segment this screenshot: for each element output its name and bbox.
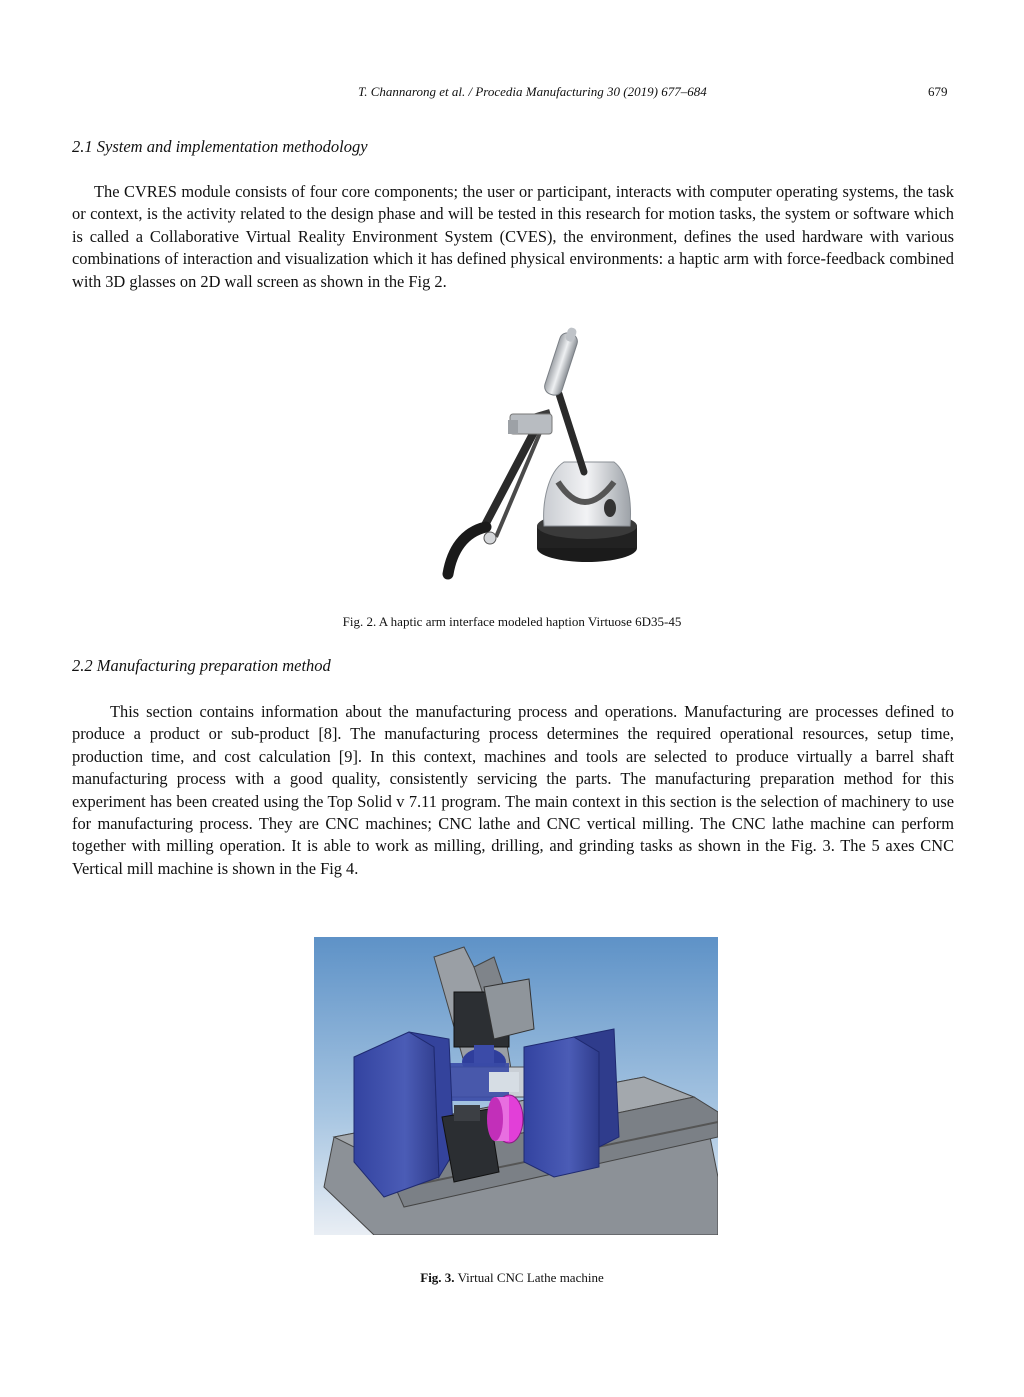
haptic-arm-figure bbox=[424, 322, 654, 580]
section-2-1-paragraph: The CVRES module consists of four core components; the user or participant, interacts with computer operating systems, the task or context, is the activity related to the design phase and will be tested in this research for motion tasks, the system or software which is called a Collaborative Virtual Reality Environment System (CVES), the environment, defines the used hardware with various combinations of interaction and visualization which it has defined physical environments: a haptic arm with force-feedback combined with 3D glasses on 2D wall screen as shown in the Fig 2. bbox=[72, 182, 954, 291]
figure-3-caption-text: Virtual CNC Lathe machine bbox=[457, 1270, 604, 1285]
section-title-2-1: 2.1 System and implementation methodology bbox=[72, 137, 368, 156]
running-head: T. Channarong et al. / Procedia Manufacturing 30 (2019) 677–684 bbox=[358, 84, 707, 99]
cnc-lathe-figure bbox=[314, 937, 718, 1235]
figure-2-caption: Fig. 2. A haptic arm interface modeled haption Virtuose 6D35-45 bbox=[342, 614, 682, 629]
section-2-2-paragraph: This section contains information about the manufacturing process and operations. Manufacturing are processes defined to produce a product or sub-product [8]. The manufacturing process determines the required operational resources, setup time, production time, and cost calculation [9]. In this context, machines and tools are selected to produce virtually a barrel shaft manufacturing process with a good quality, consistently servicing the parts. The manufacturing preparation method for this experiment has been created using the Top Solid v 7.11 program. The main context in this section is the selection of machinery to use for manufacturing process. They are CNC machines; CNC lathe and CNC vertical milling. The CNC lathe machine can perform together with milling operation. It is able to work as milling, drilling, and grinding tasks as shown in the Fig. 3. The 5 axes CNC Vertical mill machine is shown in the Fig 4. bbox=[72, 702, 954, 878]
figure-3-caption-label: Fig. 3. bbox=[420, 1270, 455, 1285]
figure-3-caption bbox=[0, 1270, 1024, 1286]
page-number: 679 bbox=[928, 84, 948, 99]
section-title-2-2: 2.2 Manufacturing preparation method bbox=[72, 656, 331, 675]
